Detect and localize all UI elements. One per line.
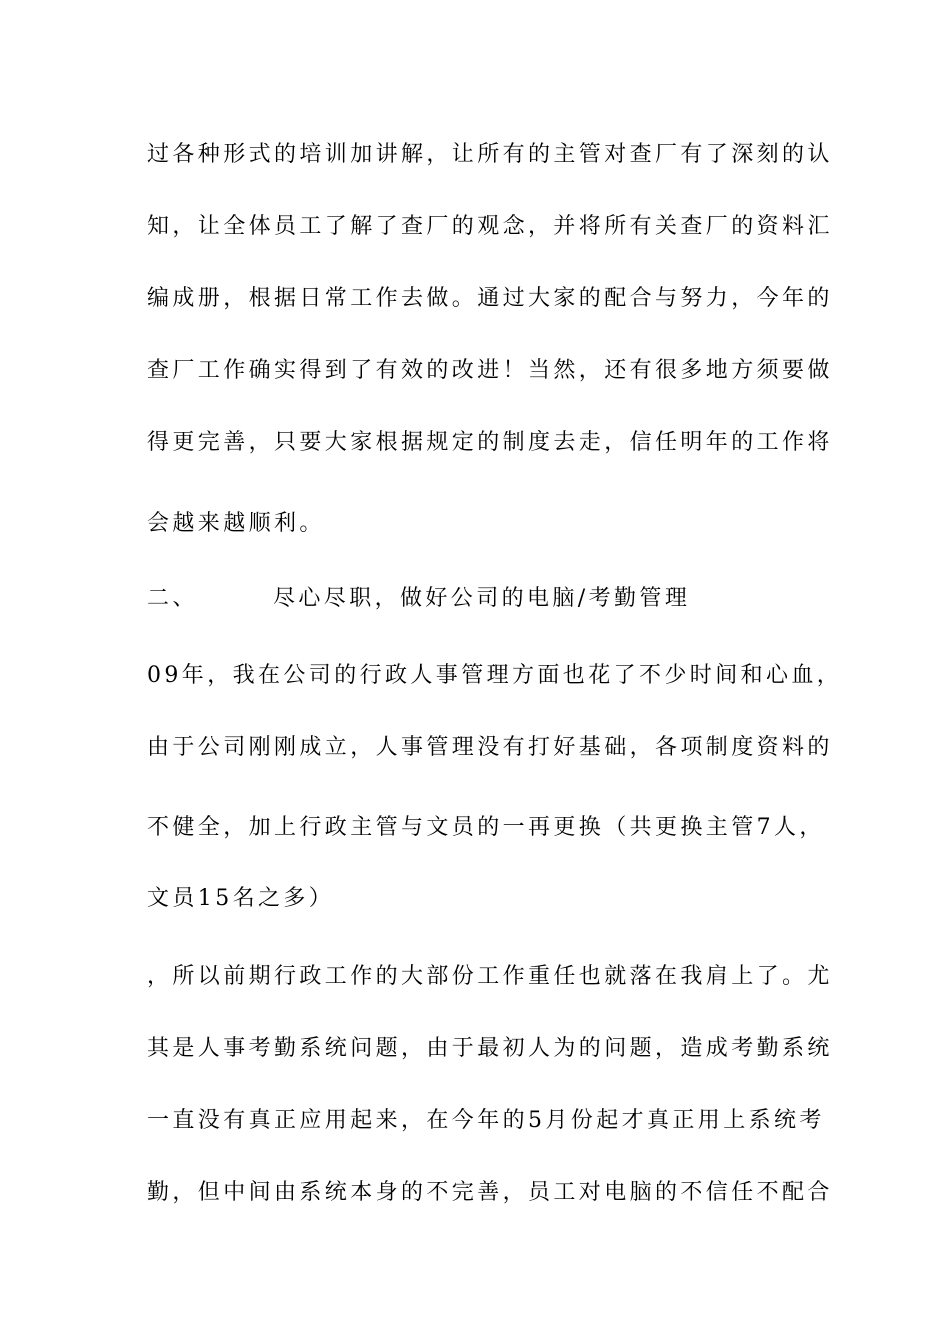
paragraph-3-line-1: ，所以前期行政工作的大部份工作重任也就落在我肩上了。尤 (147, 964, 833, 989)
section-title: 尽心尽职，做好公司的电脑/考勤管理 (273, 586, 691, 611)
paragraph-1-line-1: 过各种形式的培训加讲解，让所有的主管对查厂有了深刻的认 (147, 142, 833, 167)
paragraph-2-line-3: 不健全，加上行政主管与文员的一再更换（共更换主管7人， (147, 815, 825, 840)
paragraph-2-line-1: 09年，我在公司的行政人事管理方面也花了不少时间和心血， (147, 663, 843, 688)
paragraph-3-line-2: 其是人事考勤系统问题，由于最初人为的问题，造成考勤系统 (147, 1036, 833, 1061)
section-number: 二、 (147, 586, 198, 611)
paragraph-2-line-2: 由于公司刚刚成立，人事管理没有打好基础，各项制度资料的 (147, 735, 833, 760)
paragraph-2-line-4: 文员15名之多） (147, 886, 335, 911)
paragraph-1-line-5: 得更完善，只要大家根据规定的制度去走，信任明年的工作将 (147, 430, 833, 455)
paragraph-1-line-6: 会越来越顺利。 (147, 511, 325, 536)
paragraph-3-line-3: 一直没有真正应用起来，在今年的5月份起才真正用上系统考 (147, 1108, 825, 1133)
paragraph-1-line-4: 查厂工作确实得到了有效的改进！当然，还有很多地方须要做 (147, 358, 833, 383)
paragraph-1-line-2: 知，让全体员工了解了查厂的观念，并将所有关查厂的资料汇 (147, 214, 833, 239)
paragraph-1-line-3: 编成册，根据日常工作去做。通过大家的配合与努力，今年的 (147, 286, 833, 311)
paragraph-3-line-4: 勤，但中间由系统本身的不完善，员工对电脑的不信任不配合 (147, 1180, 833, 1205)
